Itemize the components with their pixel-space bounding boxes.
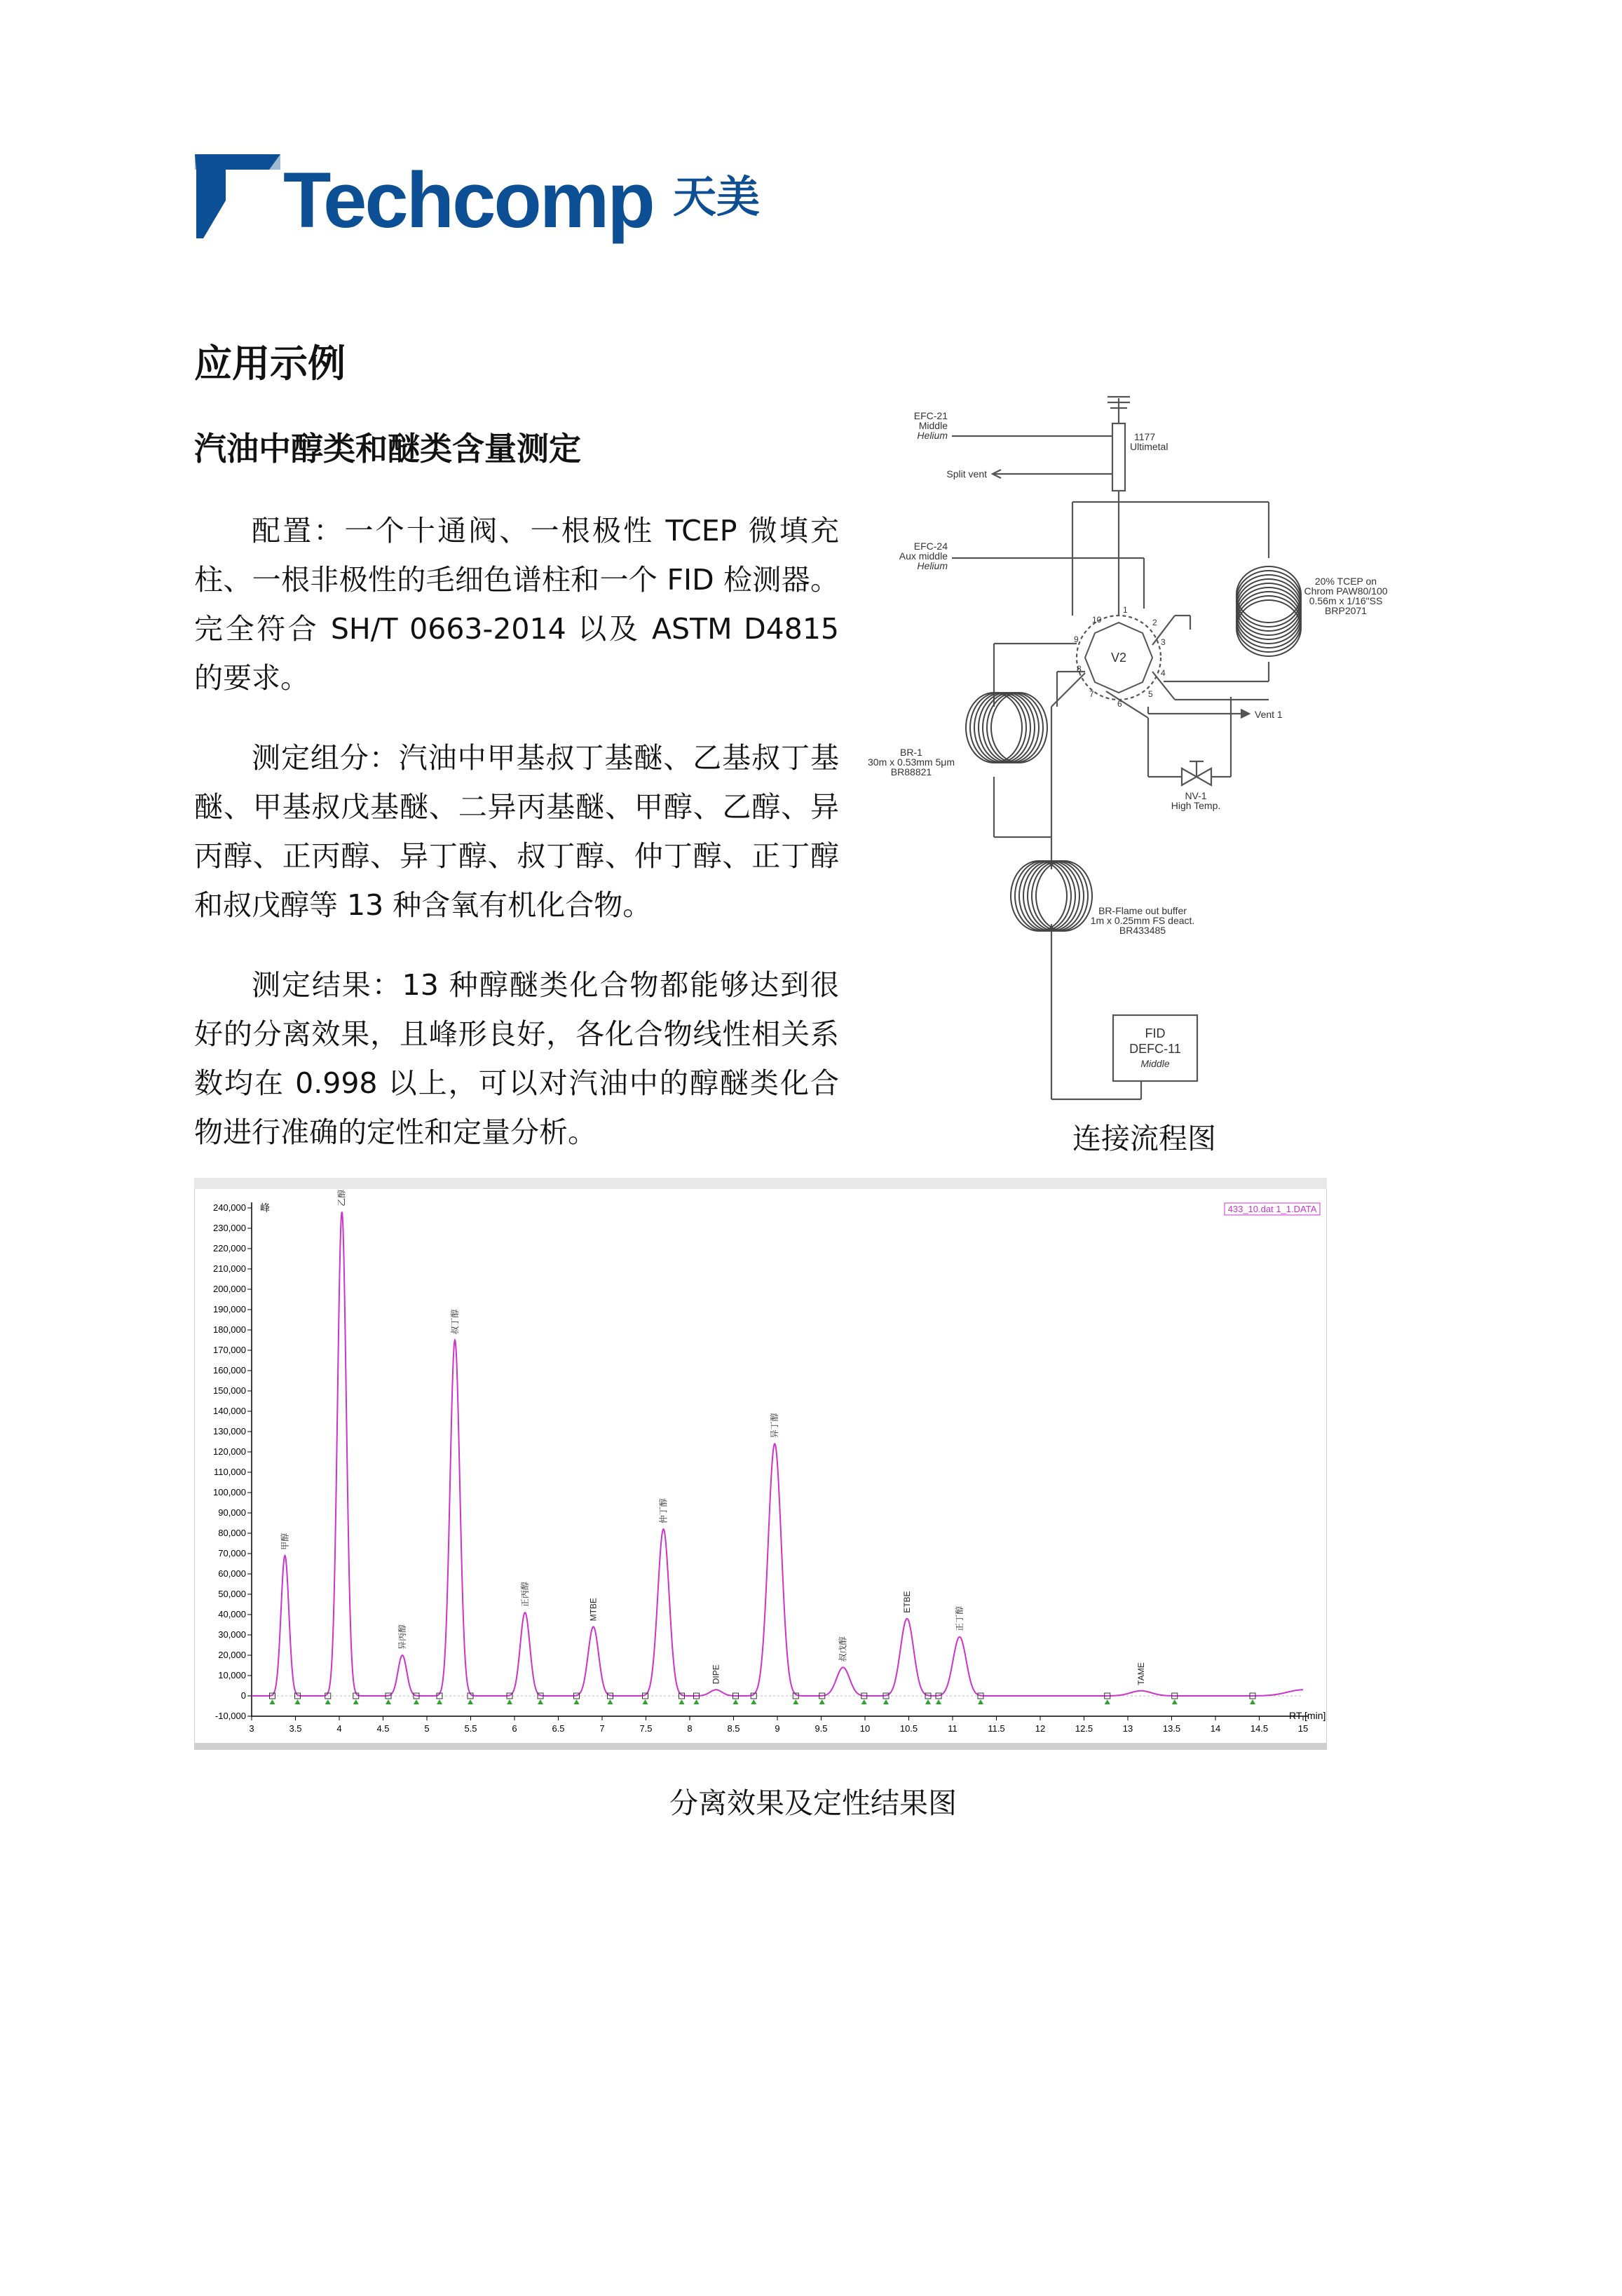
y-tick-label: 160,000 [213,1365,246,1375]
y-tick-label: 100,000 [213,1487,246,1497]
peak-label: TAME [1136,1662,1146,1685]
port-2: 2 [1152,618,1157,627]
y-tick-label: 130,000 [213,1426,246,1436]
x-tick-label: 12 [1035,1723,1046,1734]
port-9: 9 [1074,634,1079,644]
buffer-label-2: 1m x 0.25mm FS deact. [1090,915,1195,926]
port-4: 4 [1161,668,1166,678]
port-10: 10 [1092,615,1102,625]
chromatogram-chart [194,1178,1327,1750]
chart-bottom-bar [194,1743,1327,1750]
x-tick-label: 10.5 [899,1723,918,1734]
chart-top-bar [194,1178,1327,1189]
peak-label: 叔戊醇 [838,1636,848,1662]
peak-label: 甲醇 [280,1533,290,1550]
peak-label: 异丁醇 [770,1413,780,1439]
y-tick-label: 170,000 [213,1345,246,1355]
sub-title: 汽油中醇类和醚类含量测定 [194,430,581,468]
x-tick-label: 8.5 [727,1723,740,1734]
section-title: 应用示例 [194,341,346,386]
components-paragraph: 测定组分：汽油中甲基叔丁基醚、乙基叔丁基醚、甲基叔戊基醚、二异丙基醚、甲醇、乙醇、异丙醇、正丙醇、异丁醇、叔丁醇、仲丁醇、正丁醇和叔戊醇等 13 种含氧有机化合物。 [194,741,839,922]
x-tick-label: 10 [859,1723,871,1734]
y-tick-label: 140,000 [213,1406,246,1416]
y-tick-label: 60,000 [218,1568,246,1579]
peak-label: 乙醇 [336,1189,347,1207]
efc24-label-2: Aux middle [899,550,948,562]
peak-label: 仲丁醇 [658,1498,669,1524]
config-paragraph: 配置：一个十通阀、一根极性 TCEP 微填充柱、一根非极性的毛细色谱柱和一个 FID 检测器。完全符合 SH/T 0663-2014 以及 ASTM D4815 的要求。 [194,514,839,695]
y-tick-label: -10,000 [214,1711,246,1721]
x-tick-label: 4 [336,1723,342,1734]
connection-flow-diagram [854,384,1408,1108]
chart-legend: 433_10.dat 1_1.DATA [1227,1204,1317,1214]
inlet-label-1: 1177 [1134,431,1156,442]
peak-label: 叔丁醇 [450,1309,460,1335]
y-tick-label: 190,000 [213,1304,246,1315]
efc21-label-2: Middle [918,420,948,431]
flow-diagram-caption: 连接流程图 [1072,1122,1216,1155]
y-tick-label: 180,000 [213,1324,246,1335]
techcomp-t-logo-icon [153,150,286,241]
valve-label: V2 [1110,651,1127,665]
x-tick-label: 5.5 [464,1723,477,1734]
y-tick-label: 10,000 [218,1670,246,1680]
flow-labels [868,410,1388,1069]
tcep-label-1: 20% TCEP on [1314,576,1377,587]
y-tick-label: 30,000 [218,1629,246,1640]
y-tick-label: 0 [240,1690,246,1701]
x-tick-label: 12.5 [1075,1723,1093,1734]
efc21-label-3: Helium [917,430,948,441]
port-5: 5 [1148,689,1153,699]
peak-label: 正丁醇 [955,1605,965,1631]
fid-label-3: Middle [1140,1058,1170,1069]
x-unit-label: RT [min] [1289,1710,1326,1721]
tcep-label-4: BRP2071 [1325,605,1367,616]
x-tick-label: 13 [1122,1723,1133,1734]
x-tick-label: 11.5 [988,1723,1005,1734]
peak-label: MTBE [588,1598,599,1622]
buffer-column-coil [1011,861,1092,931]
x-tick-label: 4.5 [376,1723,390,1734]
port-6: 6 [1117,699,1122,709]
x-tick-label: 7.5 [639,1723,653,1734]
efc21-label-1: EFC-21 [913,410,948,421]
y-tick-label: 200,000 [213,1284,246,1294]
y-tick-label: 220,000 [213,1243,246,1254]
x-tick-label: 8 [687,1723,693,1734]
y-tick-label: 90,000 [218,1507,246,1518]
x-tick-label: 9 [775,1723,780,1734]
inlet-label-2: Ultimetal [1130,441,1168,452]
peak-label: 异丙醇 [397,1624,407,1650]
brand-name-cn: 天美 [673,171,761,222]
fid-label-1: FID [1145,1026,1166,1040]
tcep-label-2: Chrom PAW80/100 [1304,585,1388,597]
x-tick-label: 6 [512,1723,517,1734]
buffer-label-1: BR-Flame out buffer [1098,905,1187,916]
peak-label: ETBE [902,1591,912,1613]
y-tick-label: 210,000 [213,1263,246,1274]
brand-name: Techcomp [283,156,653,244]
x-tick-label: 7 [599,1723,605,1734]
peak-label: DIPE [711,1664,721,1685]
y-tick-label: 40,000 [218,1609,246,1619]
y-tick-label: 150,000 [213,1385,246,1396]
techcomp-logo [153,150,784,244]
x-tick-label: 6.5 [552,1723,565,1734]
y-tick-label: 80,000 [218,1528,246,1538]
nv1-label-2: High Temp. [1171,800,1221,811]
efc24-label-3: Helium [917,560,948,571]
fid-label-2: DEFC-11 [1129,1042,1181,1056]
chromatogram-caption: 分离效果及定性结果图 [669,1786,957,1820]
x-tick-label: 11 [948,1723,957,1734]
nv1-label-1: NV-1 [1185,790,1207,801]
x-tick-label: 15 [1297,1723,1309,1734]
port-3: 3 [1161,637,1166,647]
y-tick-label: 20,000 [218,1650,246,1660]
x-tick-label: 14.5 [1250,1723,1269,1734]
tcep-column-coil [1236,566,1301,656]
y-unit-label: 峰 [260,1202,270,1214]
y-tick-label: 70,000 [218,1548,246,1558]
x-tick-label: 5 [424,1723,430,1734]
port-8: 8 [1077,664,1082,674]
tcep-label-3: 0.56m x 1/16"SS [1309,595,1383,606]
x-tick-label: 13.5 [1162,1723,1181,1734]
chart-frame [194,1178,1327,1750]
efc24-label-1: EFC-24 [913,541,948,552]
vent-label: Vent 1 [1255,709,1283,720]
peak-label: 正丙醇 [520,1582,530,1608]
br1-label-1: BR-1 [900,747,922,758]
buffer-label-3: BR433485 [1119,925,1166,936]
x-tick-label: 9.5 [815,1723,828,1734]
x-tick-label: 3 [249,1723,254,1734]
y-tick-label: 240,000 [213,1202,246,1213]
split-vent-label: Split vent [946,468,987,480]
y-tick-label: 230,000 [213,1223,246,1233]
port-7: 7 [1089,689,1094,699]
y-tick-label: 120,000 [213,1446,246,1457]
br1-column-coil [966,693,1047,763]
x-tick-label: 14 [1210,1723,1221,1734]
br1-label-2: 30m x 0.53mm 5μm [868,756,955,768]
br1-label-3: BR88821 [890,766,932,777]
x-tick-label: 3.5 [289,1723,302,1734]
y-tick-label: 50,000 [218,1589,246,1599]
y-tick-label: 110,000 [213,1467,246,1477]
port-1: 1 [1123,605,1128,615]
results-paragraph: 测定结果：13 种醇醚类化合物都能够达到很好的分离效果，且峰形良好，各化合物线性相关系数均在 0.998 以上，可以对汽油中的醇醚类化合物进行准确的定性和定量分析。 [194,968,839,1149]
